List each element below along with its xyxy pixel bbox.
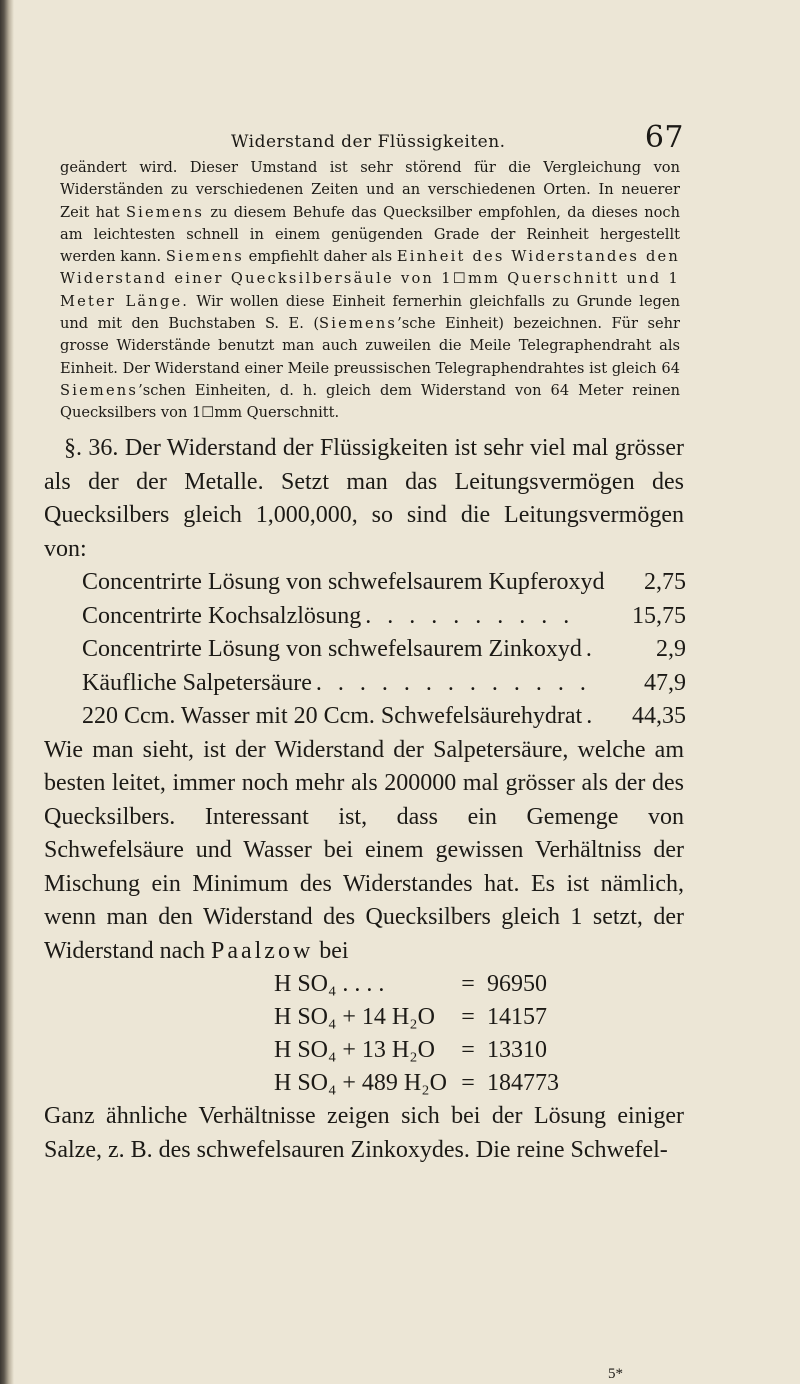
- previous-section-text: [60, 157, 680, 425]
- row-value: 2,75: [644, 569, 686, 595]
- section-36: [44, 432, 684, 1167]
- equals-sign: =: [461, 971, 475, 997]
- discussion-paragraph: [44, 734, 684, 969]
- name-siemens: Siemens: [125, 203, 205, 221]
- name-siemens: Siemens: [60, 381, 139, 399]
- formula-lhs: H SO₄ + 14 H₂O: [274, 1004, 435, 1030]
- equals-sign: =: [461, 1004, 475, 1030]
- text-run: ’schen Einheiten, d. h. gleich dem Widerstand von 64 Meter reinen Quecksilbers von 1☐mm Querschnitt.: [60, 381, 680, 422]
- conductivity-table: [82, 566, 686, 734]
- row-label: Concentrirte Lösung von schwefelsaurem Kupferoxyd: [82, 569, 605, 595]
- formula-value: 14157: [487, 1004, 547, 1030]
- formula-lhs: H SO₄ + 489 H₂O: [274, 1070, 447, 1096]
- leader-dots: . . . . . . . . . . . . .: [315, 669, 591, 696]
- formula-row: [274, 1067, 634, 1100]
- row-label: Concentrirte Kochsalzlösung: [82, 602, 362, 629]
- table-row: [82, 566, 686, 600]
- formula-row: [274, 1034, 634, 1067]
- formula-row: [274, 968, 634, 1001]
- formula-row: [274, 1001, 634, 1034]
- text-run: Wir wollen diese Einheit fernerhin gleichfalls zu Grunde legen und mit den Buchstaben S. E. (: [60, 292, 680, 333]
- text-run: Wie man sieht, ist der Widerstand der Salpetersäure, welche am besten leitet, immer noch mehr als 200000 mal grösser als der des Quecksilbers. Interessant ist, dass ein Gemenge von Schwefelsäure und Wasser bei einem gewissen Verhältniss der Mischung ein Minimum des Widerstandes hat. Es ist nämlich, wenn man den Widerstand des Quecksilbers gleich 1 setzt, der Widerstand nach: [44, 736, 684, 964]
- equals-sign: =: [461, 1037, 475, 1063]
- text-run: geändert wird. Dieser Umstand ist sehr störend für die Vergleichung von Widerständen zu verschiedenen Zeiten und an verschiedenen Orten. In neuerer Zeit hat: [60, 159, 680, 221]
- leader-dots: . . . . . . . . . .: [365, 602, 575, 629]
- emphasized-definition: Einheit des Widerstandes den Widerstand einer Quecksilbersäule von 1☐mm Querschnitt und 1 Meter Länge.: [60, 248, 680, 310]
- text-run: bei: [313, 937, 349, 964]
- formula-list: [274, 968, 634, 1100]
- table-row: [82, 667, 686, 701]
- paragraph: [60, 157, 680, 425]
- formula-value: 13310: [487, 1037, 547, 1063]
- formula-lhs: H SO₄ + 13 H₂O: [274, 1037, 435, 1063]
- row-value: 44,35: [632, 703, 686, 729]
- row-value: 2,9: [656, 636, 686, 662]
- leader-dots: .: [586, 703, 598, 729]
- closing-paragraph: Ganz ähnliche Verhältnisse zeigen sich bei der Lösung einiger Salze, z. B. des schwefelsauren Zinkoxydes. Die reine Schwefel-: [44, 1103, 684, 1163]
- leader-dots: .: [585, 636, 597, 662]
- text-run: zu diesem Behufe das Quecksilber empfohlen, da dieses noch am leichtesten schnell in einem genügenden Grade der Reinheit hergestellt werden kann.: [60, 203, 680, 266]
- running-title: Widerstand der Flüssigkeiten.: [231, 132, 506, 152]
- row-label: Käufliche Salpetersäure: [82, 669, 312, 696]
- text-run: empfiehlt daher als: [243, 248, 397, 266]
- formula-value: 184773: [487, 1070, 559, 1096]
- text-run: ’sche Einheit) bezeichnen. Für sehr grosse Widerstände benutzt man auch zuweilen die Meile Telegraphendraht als Einheit. Der Widerstand einer Meile preussischen Telegraphendrahtes ist gleich 64: [60, 315, 681, 377]
- name-siemens: Siemens: [165, 248, 244, 266]
- row-label: Concentrirte Lösung von schwefelsaurem Zinkoxyd: [82, 636, 582, 662]
- name-siemens: Siemens: [319, 315, 398, 333]
- formula-value: 96950: [487, 971, 547, 997]
- table-row: [82, 633, 686, 667]
- equals-sign: =: [461, 1070, 475, 1096]
- section-intro: §. 36. Der Widerstand der Flüssigkeiten ist sehr viel mal grösser als der der Metalle. Setzt man das Leitungsvermögen des Quecksilbers gleich 1,000,000, so sind die Leitungsvermögen von:: [44, 435, 684, 562]
- name-paalzow: Paalzow: [210, 937, 314, 964]
- formula-lhs: H SO₄ . . . .: [274, 971, 385, 997]
- table-row: [82, 600, 686, 634]
- row-value: 15,75: [632, 602, 686, 629]
- page-number: 67: [644, 120, 684, 155]
- row-value: 47,9: [644, 669, 686, 696]
- table-row: [82, 700, 686, 734]
- row-label: 220 Ccm. Wasser mit 20 Ccm. Schwefelsäurehydrat: [82, 703, 583, 729]
- signature-mark: 5*: [608, 1366, 623, 1382]
